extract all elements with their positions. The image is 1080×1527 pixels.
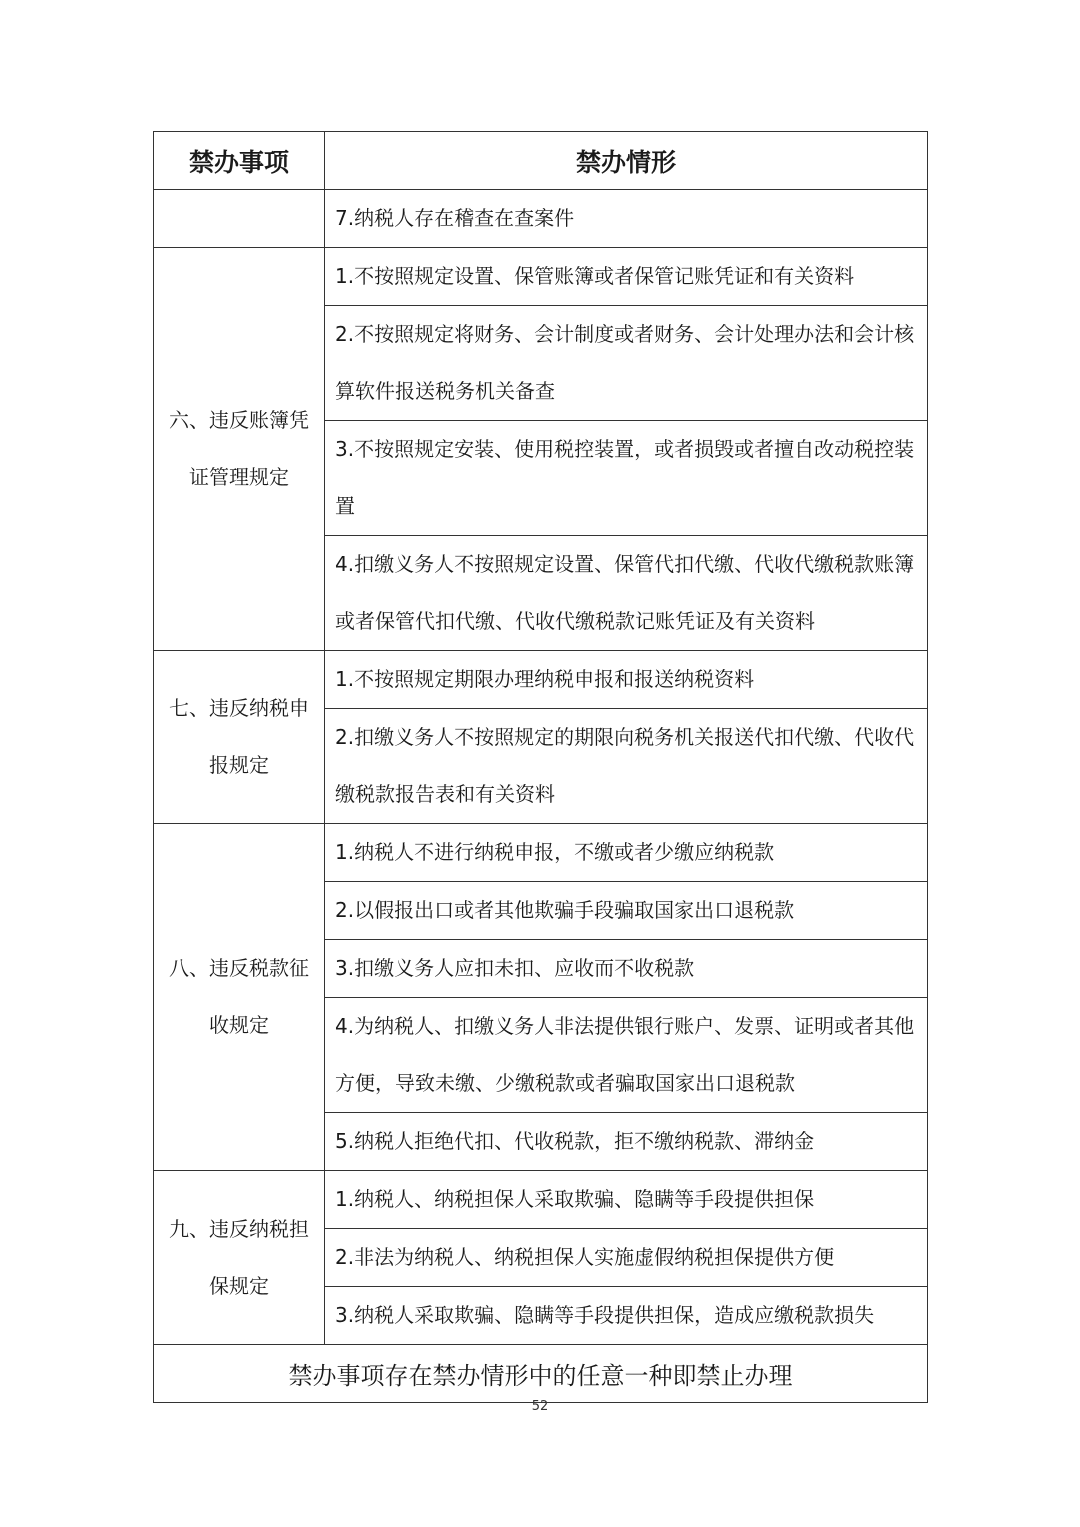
condition-cell: 4.扣缴义务人不按照规定设置、保管代扣代缴、代收代缴税款账簿或者保管代扣代缴、代收代缴税款记账凭证及有关资料 [325, 536, 928, 651]
condition-cell: 4.为纳税人、扣缴义务人非法提供银行账户、发票、证明或者其他方便，导致未缴、少缴税款或者骗取国家出口退税款 [325, 998, 928, 1113]
condition-cell: 5.纳税人拒绝代扣、代收税款，拒不缴纳税款、滞纳金 [325, 1113, 928, 1171]
page-number: 52 [531, 1399, 549, 1414]
item-cell-group-7: 七、违反纳税申报规定 [154, 651, 325, 824]
table-row [154, 1171, 928, 1229]
condition-cell: 1.不按照规定设置、保管账簿或者保管记账凭证和有关资料 [325, 248, 928, 306]
condition-cell: 3.扣缴义务人应扣未扣、应收而不收税款 [325, 940, 928, 998]
condition-cell: 2.扣缴义务人不按照规定的期限向税务机关报送代扣代缴、代收代缴税款报告表和有关资料 [325, 709, 928, 824]
table-footer-note: 禁办事项存在禁办情形中的任意一种即禁止办理 [154, 1345, 928, 1403]
condition-cell: 7.纳税人存在稽查在查案件 [325, 190, 928, 248]
condition-cell: 1.纳税人不进行纳税申报，不缴或者少缴应纳税款 [325, 824, 928, 882]
table-footer-row [154, 1345, 928, 1403]
condition-cell: 1.不按照规定期限办理纳税申报和报送纳税资料 [325, 651, 928, 709]
table-row [154, 248, 928, 306]
table-header-row [154, 132, 928, 190]
condition-cell: 3.不按照规定安装、使用税控装置，或者损毁或者擅自改动税控装置 [325, 421, 928, 536]
condition-cell: 2.不按照规定将财务、会计制度或者财务、会计处理办法和会计核算软件报送税务机关备查 [325, 306, 928, 421]
table-row [154, 190, 928, 248]
condition-cell: 2.非法为纳税人、纳税担保人实施虚假纳税担保提供方便 [325, 1229, 928, 1287]
condition-cell: 3.纳税人采取欺骗、隐瞒等手段提供担保，造成应缴税款损失 [325, 1287, 928, 1345]
item-cell-group-6: 六、违反账簿凭证管理规定 [154, 248, 325, 651]
header-prohibited-item: 禁办事项 [154, 132, 325, 190]
item-cell-empty [154, 190, 325, 248]
condition-cell: 2.以假报出口或者其他欺骗手段骗取国家出口退税款 [325, 882, 928, 940]
table-row [154, 824, 928, 882]
prohibited-items-table [153, 131, 928, 1403]
item-cell-group-8: 八、违反税款征收规定 [154, 824, 325, 1171]
header-prohibited-condition: 禁办情形 [325, 132, 928, 190]
condition-cell: 1.纳税人、纳税担保人采取欺骗、隐瞒等手段提供担保 [325, 1171, 928, 1229]
item-cell-group-9: 九、违反纳税担保规定 [154, 1171, 325, 1345]
table-row [154, 651, 928, 709]
